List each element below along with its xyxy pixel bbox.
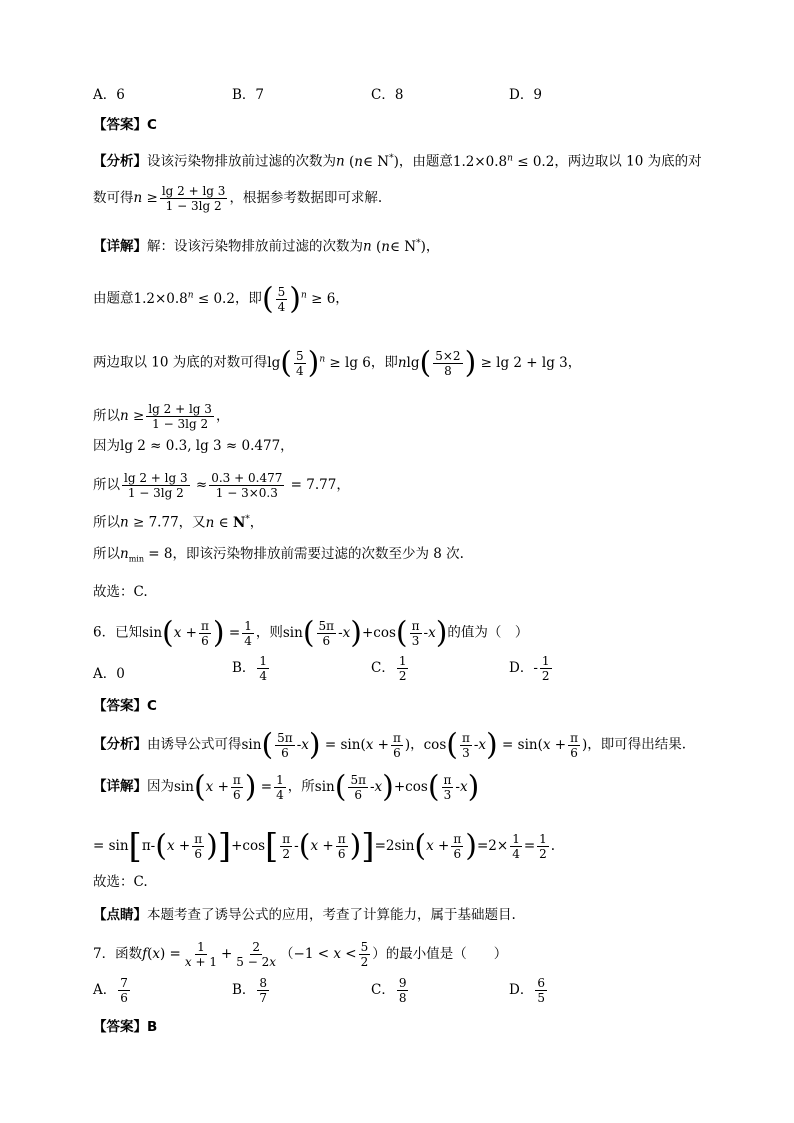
text: （	[280, 946, 294, 962]
q5-detail-line2	[93, 281, 349, 316]
math: lg( $\frac{5}{4}$ )$^n$ ≥ lg 6	[267, 345, 371, 380]
q6-comment	[93, 906, 516, 924]
text: ，	[280, 438, 294, 454]
text: ，两边取以 10 为底的对	[554, 153, 702, 170]
math: n ∈ N*	[205, 514, 250, 531]
text: 两边取以 10 为底的对数可得	[93, 354, 268, 371]
math: $n_{min} = 8$	[120, 546, 173, 564]
text: ，即	[234, 290, 262, 307]
text: 数可得	[93, 190, 134, 206]
text: ，	[567, 354, 582, 371]
math: (n∈ N*)	[349, 153, 399, 170]
math-fraction: $\frac{\lg 2 + \lg 3}{1 - 3\lg 2}$	[161, 184, 226, 213]
text: 因为	[93, 438, 120, 454]
text: ，	[410, 736, 424, 753]
q7-option-b: B． $\frac{8}{7}$	[232, 976, 268, 1005]
text: 由题意	[93, 290, 134, 307]
math: = sin[π-(x + $\frac{\pi}{6}$ )]+cos[ $\frac{\pi}{2}$ -(x + $\frac{\pi}{6}$ )]=2sin(x + $\frac{\pi}{6}$ )=2× $\frac{1}{4}$ = $\frac{1}{2}$ .	[93, 826, 556, 866]
text: 设该污染物排放前过滤的次数为	[147, 153, 336, 170]
text: 的值为（ ）	[447, 624, 529, 641]
q5-option-b: B．7	[232, 87, 265, 103]
math-fraction: $\frac{1}{2}$	[541, 654, 550, 683]
q5-detail-line1: 【详解】解：设该污染物排放前过滤的次数为n (n∈ N*)，	[93, 238, 440, 255]
text: 所以	[93, 546, 120, 562]
math: (n∈ N*)	[376, 238, 426, 255]
math-fraction: $\frac{1}{4}$	[259, 654, 268, 683]
text: ，	[335, 290, 349, 307]
text: ，根据参考数据即可求解.	[229, 190, 383, 206]
q7-option-d: D． $\frac{6}{5}$	[509, 976, 545, 1005]
q5-analysis-line2: 数可得n ≥ $\frac{\lg 2 + \lg 3}{1 - 3\lg 2}$ ，根据参考数据即可求解.	[93, 184, 383, 213]
q6-detail-line1	[93, 769, 480, 804]
math: $1.2\times 0.8^n \le 0.2$	[452, 153, 555, 170]
math: nlg( $\frac{5\times 2}{8}$ ) ≥ lg 2 + lg 3	[397, 345, 568, 380]
comment-label: 【点睛】	[93, 907, 147, 923]
analysis-label: 【分析】	[93, 153, 147, 170]
math: sin( $\frac{5\pi}{6}$ -x)+cos( $\frac{\pi}{3}$ -x)	[314, 769, 480, 804]
q5-answer	[93, 116, 157, 134]
answer-label: 【答案】	[93, 1019, 147, 1035]
math: n	[133, 190, 143, 206]
text: 6．已知	[93, 624, 143, 641]
text: ，由题意	[398, 153, 453, 170]
answer-label: 【答案】	[93, 698, 147, 714]
math: sin(x + $\frac{\pi}{6}$ ) = $\frac{1}{4}$	[142, 615, 252, 650]
analysis-label: 【分析】	[93, 736, 147, 753]
math: n ≥ $\frac{\lg 2 + \lg 3}{1 - 3\lg 2}$	[120, 402, 212, 431]
answer-value: B	[147, 1019, 158, 1035]
detail-label: 【详解】	[93, 238, 147, 255]
math: −1 < x < $\frac{5}{2}$	[293, 940, 369, 969]
answer-value: C	[147, 698, 157, 714]
q7-stem	[93, 940, 507, 969]
q6-analysis	[93, 727, 687, 762]
q7-option-a: A． $\frac{7}{6}$	[93, 976, 128, 1005]
math: n	[336, 153, 345, 170]
math: sin( $\frac{5\pi}{6}$ -x) = sin(x + $\frac{\pi}{6}$ )	[241, 727, 411, 762]
q6-option-b: B． $\frac{1}{4}$	[232, 654, 268, 683]
q5-detail-line4	[93, 402, 229, 431]
math: lg 2 ≈ 0.3, lg 3 ≈ 0.477	[120, 438, 281, 454]
math-fraction: $\frac{8}{7}$	[259, 976, 268, 1005]
text: ，所	[287, 778, 315, 795]
math-fraction: $\frac{9}{8}$	[398, 976, 407, 1005]
q5-detail-line8	[93, 545, 464, 569]
text: ，又	[178, 514, 206, 531]
answer-label: 【答案】	[93, 117, 147, 133]
text: ，	[336, 477, 350, 493]
math-fraction: $\frac{7}{6}$	[120, 976, 128, 1005]
text: 所以	[93, 408, 120, 424]
math: ( $\frac{5}{4}$ )$^n$ ≥ 6	[261, 281, 336, 316]
q6-option-d: D．- $\frac{1}{2}$	[509, 654, 550, 683]
q5-detail-line6	[93, 471, 350, 500]
q7-answer	[93, 1018, 157, 1036]
text: ，则	[255, 624, 283, 641]
q5-option-a: A．6	[93, 87, 125, 103]
math: f(x) = $\frac{1}{x + 1}$ + $\frac{2}{5 - 2x}$	[142, 940, 277, 969]
detail-label: 【详解】	[93, 778, 147, 795]
q5-detail-line3	[93, 345, 582, 380]
q6-answer	[93, 697, 157, 715]
q5-conclusion: 故选：C.	[93, 584, 148, 600]
math: sin( $\frac{5\pi}{6}$ -x)+cos( $\frac{\pi}{3}$ -x)	[282, 615, 448, 650]
text: ，	[215, 408, 230, 424]
q5-option-d: D．9	[509, 87, 542, 103]
text: 7．函数	[93, 946, 143, 962]
q6-detail-line2	[93, 826, 556, 866]
math-fraction: $\frac{1}{2}$	[398, 654, 407, 683]
text: 解：设该污染物排放前过滤的次数为	[147, 238, 363, 255]
math: n	[363, 238, 372, 255]
math: $\frac{\lg 2 + \lg 3}{1 - 3\lg 2}$ ≈ $\frac{0.3 + 0.477}{1 - 3\times 0.3}$ = 7.77	[124, 471, 337, 500]
text: ，即可得出结果.	[587, 736, 687, 753]
text: 由诱导公式可得	[147, 736, 242, 753]
q5-analysis-line1	[93, 149, 702, 171]
math: n ≥ 7.77	[120, 514, 179, 531]
text: ）的最小值是（ ）	[372, 946, 508, 962]
answer-value: C	[147, 117, 157, 133]
math: sin(x + $\frac{\pi}{6}$ ) = $\frac{1}{4}$	[174, 769, 284, 804]
q5-detail-line7	[93, 510, 263, 532]
q5-detail-line5	[93, 437, 294, 455]
q6-conclusion: 故选：C.	[93, 874, 148, 890]
q6-option-c: C． $\frac{1}{2}$	[371, 654, 407, 683]
math: cos( $\frac{\pi}{3}$ -x) = sin(x + $\frac{\pi}{6}$ )	[423, 727, 588, 762]
q5-option-c: C．8	[371, 87, 404, 103]
text: 本题考查了诱导公式的应用，考查了计算能力，属于基础题目.	[147, 907, 516, 923]
q6-stem	[93, 615, 529, 650]
text: 所以	[93, 514, 120, 531]
text: ，	[249, 514, 264, 531]
text: ，即	[370, 354, 398, 371]
math: $1.2\times 0.8^n \le 0.2$	[133, 290, 235, 307]
q7-option-c: C． $\frac{9}{8}$	[371, 976, 407, 1005]
q6-option-a: A．0	[93, 666, 125, 682]
text: ，即该污染物排放前需要过滤的次数至少为 8 次.	[172, 546, 464, 562]
text: 所以	[93, 477, 120, 493]
math-fraction: $\frac{6}{5}$	[537, 976, 545, 1005]
text: 因为	[147, 778, 174, 795]
